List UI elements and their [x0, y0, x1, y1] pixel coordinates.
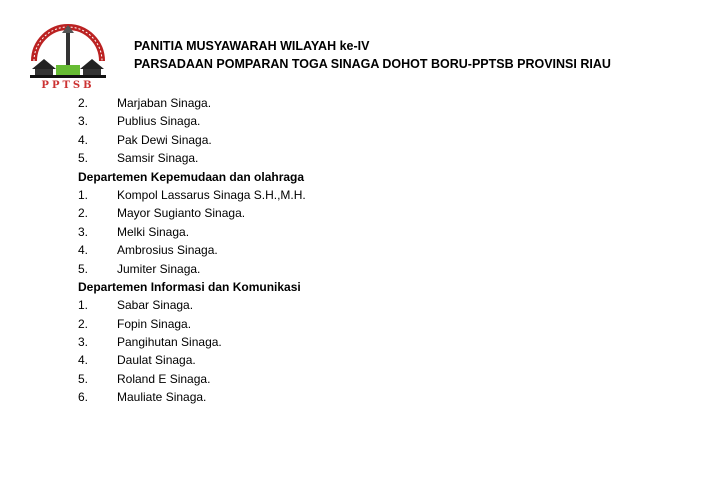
item-number: 6.	[78, 390, 89, 405]
item-name: Pak Dewi Sinaga.	[117, 132, 212, 147]
item-name: Samsir Sinaga.	[117, 151, 199, 166]
item-number: 4.	[78, 243, 89, 258]
item-number: 3.	[78, 335, 89, 350]
item-name: Marjaban Sinaga.	[117, 96, 212, 110]
list-item	[78, 296, 306, 314]
list-item	[78, 351, 306, 369]
list-item	[78, 241, 306, 259]
item-number: 5.	[78, 261, 89, 276]
item-number: 4.	[78, 353, 89, 368]
member-list	[78, 94, 306, 407]
item-name: Mauliate Sinaga.	[117, 390, 207, 405]
item-number: 1.	[78, 298, 89, 313]
item-number: 3.	[78, 224, 89, 239]
section-heading-info-comm: Departemen Informasi dan Komunikasi	[78, 279, 301, 294]
list-item	[78, 260, 306, 278]
list-item	[78, 223, 306, 241]
item-name: Ambrosius Sinaga.	[117, 243, 218, 258]
item-number: 3.	[78, 114, 89, 129]
item-name: Pangihutan Sinaga.	[117, 335, 222, 350]
section-heading-youth-sports: Departemen Kepemudaan dan olahraga	[78, 169, 305, 184]
item-name: Roland E Sinaga.	[117, 371, 211, 386]
header-title-line-1: PANITIA MUSYAWARAH WILAYAH ke-IV	[134, 39, 370, 53]
logo-emblem	[26, 13, 110, 91]
list-item	[78, 388, 306, 406]
item-number: 2.	[78, 316, 89, 331]
list-item	[78, 186, 306, 204]
svg-text:PPTSB: PPTSB	[41, 80, 95, 91]
item-name: Melki Sinaga.	[117, 224, 190, 239]
item-name: Daulat Sinaga.	[117, 353, 196, 368]
list-item	[78, 204, 306, 222]
list-item	[78, 94, 306, 112]
item-name: Sabar Sinaga.	[117, 298, 194, 313]
list-item	[78, 370, 306, 388]
item-number: 4.	[78, 132, 89, 147]
item-name: Mayor Sugianto Sinaga.	[117, 206, 246, 221]
item-name: Fopin Sinaga.	[117, 316, 192, 331]
item-number: 5.	[78, 151, 89, 166]
list-item	[78, 131, 306, 149]
header-title-line-2: PARSADAAN POMPARAN TOGA SINAGA DOHOT BORU-PPTSB PROVINSI RIAU	[134, 57, 611, 71]
item-number: 1.	[78, 187, 89, 202]
list-item	[78, 315, 306, 333]
item-name: Jumiter Sinaga.	[117, 261, 201, 276]
item-number: 2.	[78, 206, 89, 221]
list-item	[78, 112, 306, 130]
item-number: 5.	[78, 371, 89, 386]
list-item	[78, 333, 306, 351]
item-name: Kompol Lassarus Sinaga S.H.,M.H.	[117, 187, 306, 202]
list-item	[78, 149, 306, 167]
pptsb-logo	[26, 13, 110, 91]
document-header	[134, 37, 611, 73]
item-number: 2.	[78, 96, 89, 110]
item-name: Publius Sinaga.	[117, 114, 201, 129]
